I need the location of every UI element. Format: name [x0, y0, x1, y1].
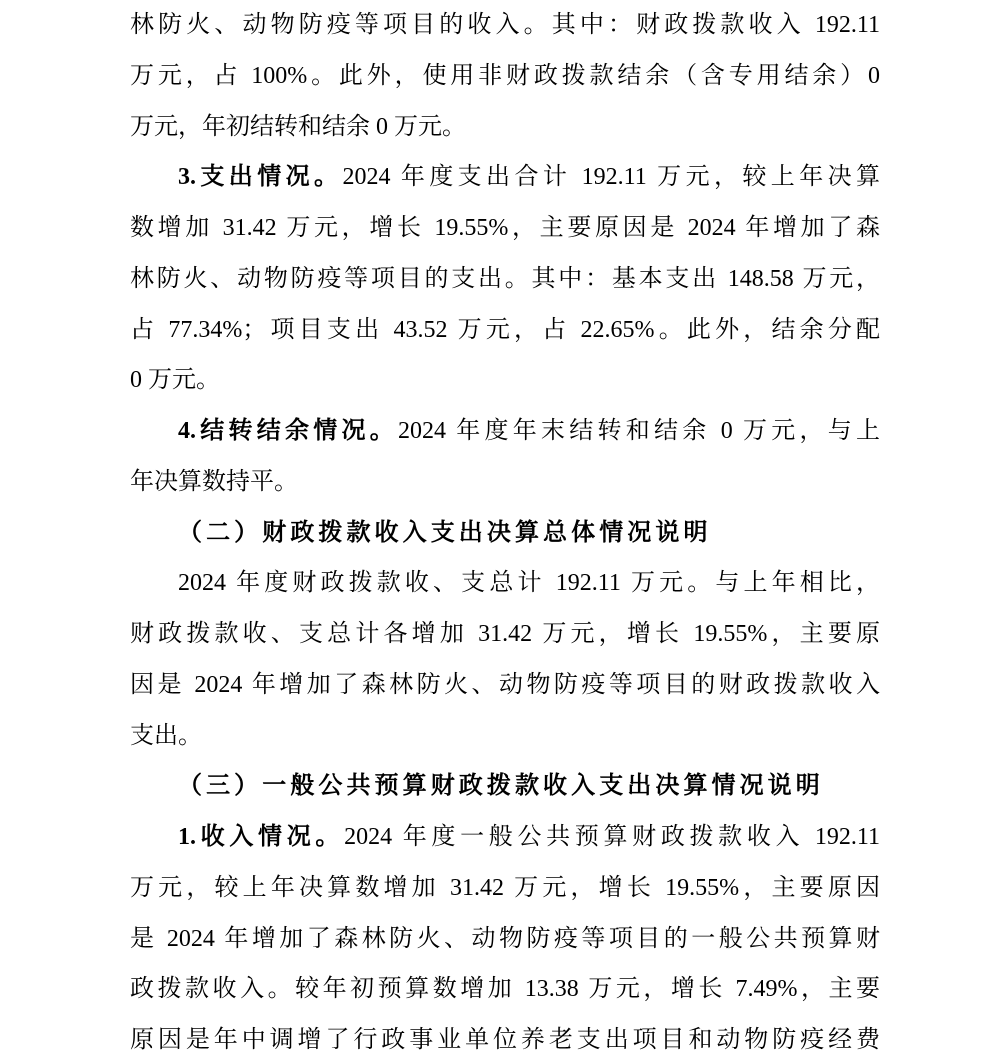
- text-segment: 财政拨款收、支总计各增加 31.42 万元，增长 19.55%，主要原: [130, 621, 880, 647]
- text-segment: 林防火、动物防疫等项目的收入。其中：财政拨款收入 192.11: [130, 12, 880, 38]
- text-segment: 0 万元。: [130, 367, 220, 394]
- text-line: [130, 812, 880, 863]
- text-segment: 万元，较上年决算数增加 31.42 万元，增长 19.55%，主要原因: [130, 874, 880, 901]
- text-segment: 原因是年中调增了行政事业单位养老支出项目和动物防疫经费: [130, 1027, 880, 1053]
- text-segment: 占 77.34%；项目支出 43.52 万元，占 22.65%。此外，结余分配: [130, 316, 880, 343]
- text-line: [130, 203, 880, 254]
- text-line: [130, 964, 880, 1015]
- text-line: [130, 660, 880, 711]
- text-line: [130, 457, 880, 508]
- text-line: [130, 914, 880, 965]
- text-line: [130, 102, 880, 153]
- text-segment: 因是 2024 年增加了森林防火、动物防疫等项目的财政拨款收入: [130, 671, 880, 698]
- text-segment: 2024 年度支出合计 192.11 万元，较上年决算: [342, 164, 880, 191]
- bold-text-segment: 4.结转结余情况。: [178, 418, 398, 444]
- text-segment: 万元，年初结转和结余 0 万元。: [130, 113, 466, 140]
- text-line: [130, 609, 880, 660]
- bold-text-segment: （三）一般公共预算财政拨款收入支出决算情况说明: [178, 773, 824, 800]
- text-segment: 年决算数持平。: [130, 468, 298, 495]
- text-segment: 2024 年度财政拨款收、支总计 192.11 万元。与上年相比，: [178, 570, 880, 597]
- text-segment: 支出。: [130, 722, 202, 749]
- text-line: [130, 51, 880, 102]
- text-segment: 是 2024 年增加了森林防火、动物防疫等项目的一般公共预算财: [130, 925, 880, 952]
- text-line: [130, 558, 880, 609]
- text-line: [130, 406, 880, 457]
- text-segment: 政拨款收入。较年初预算数增加 13.38 万元，增长 7.49%，主要: [130, 976, 880, 1003]
- text-segment: 数增加 31.42 万元，增长 19.55%，主要原因是 2024 年增加了森: [130, 215, 880, 241]
- bold-text-segment: 3.支出情况。: [178, 164, 343, 191]
- text-line: [130, 254, 880, 305]
- text-line: [130, 863, 880, 914]
- text-segment: 万元，占 100%。此外，使用非财政拨款结余（含专用结余）0: [130, 62, 880, 89]
- section-heading-line: [130, 508, 880, 559]
- text-line: [130, 711, 880, 762]
- text-line: [130, 305, 880, 356]
- bold-text-segment: （二）财政拨款收入支出决算总体情况说明: [178, 519, 712, 546]
- text-line: [130, 152, 880, 203]
- text-segment: 林防火、动物防疫等项目的支出。其中：基本支出 148.58 万元，: [130, 265, 880, 292]
- text-segment: 2024 年度一般公共预算财政拨款收入 192.11: [344, 824, 880, 850]
- text-line: [130, 0, 880, 51]
- text-line: [130, 355, 880, 406]
- section-heading-line: [130, 761, 880, 812]
- bold-text-segment: 1.收入情况。: [178, 824, 345, 850]
- text-line: [130, 1015, 880, 1056]
- text-segment: 2024 年度年末结转和结余 0 万元，与上: [398, 418, 880, 444]
